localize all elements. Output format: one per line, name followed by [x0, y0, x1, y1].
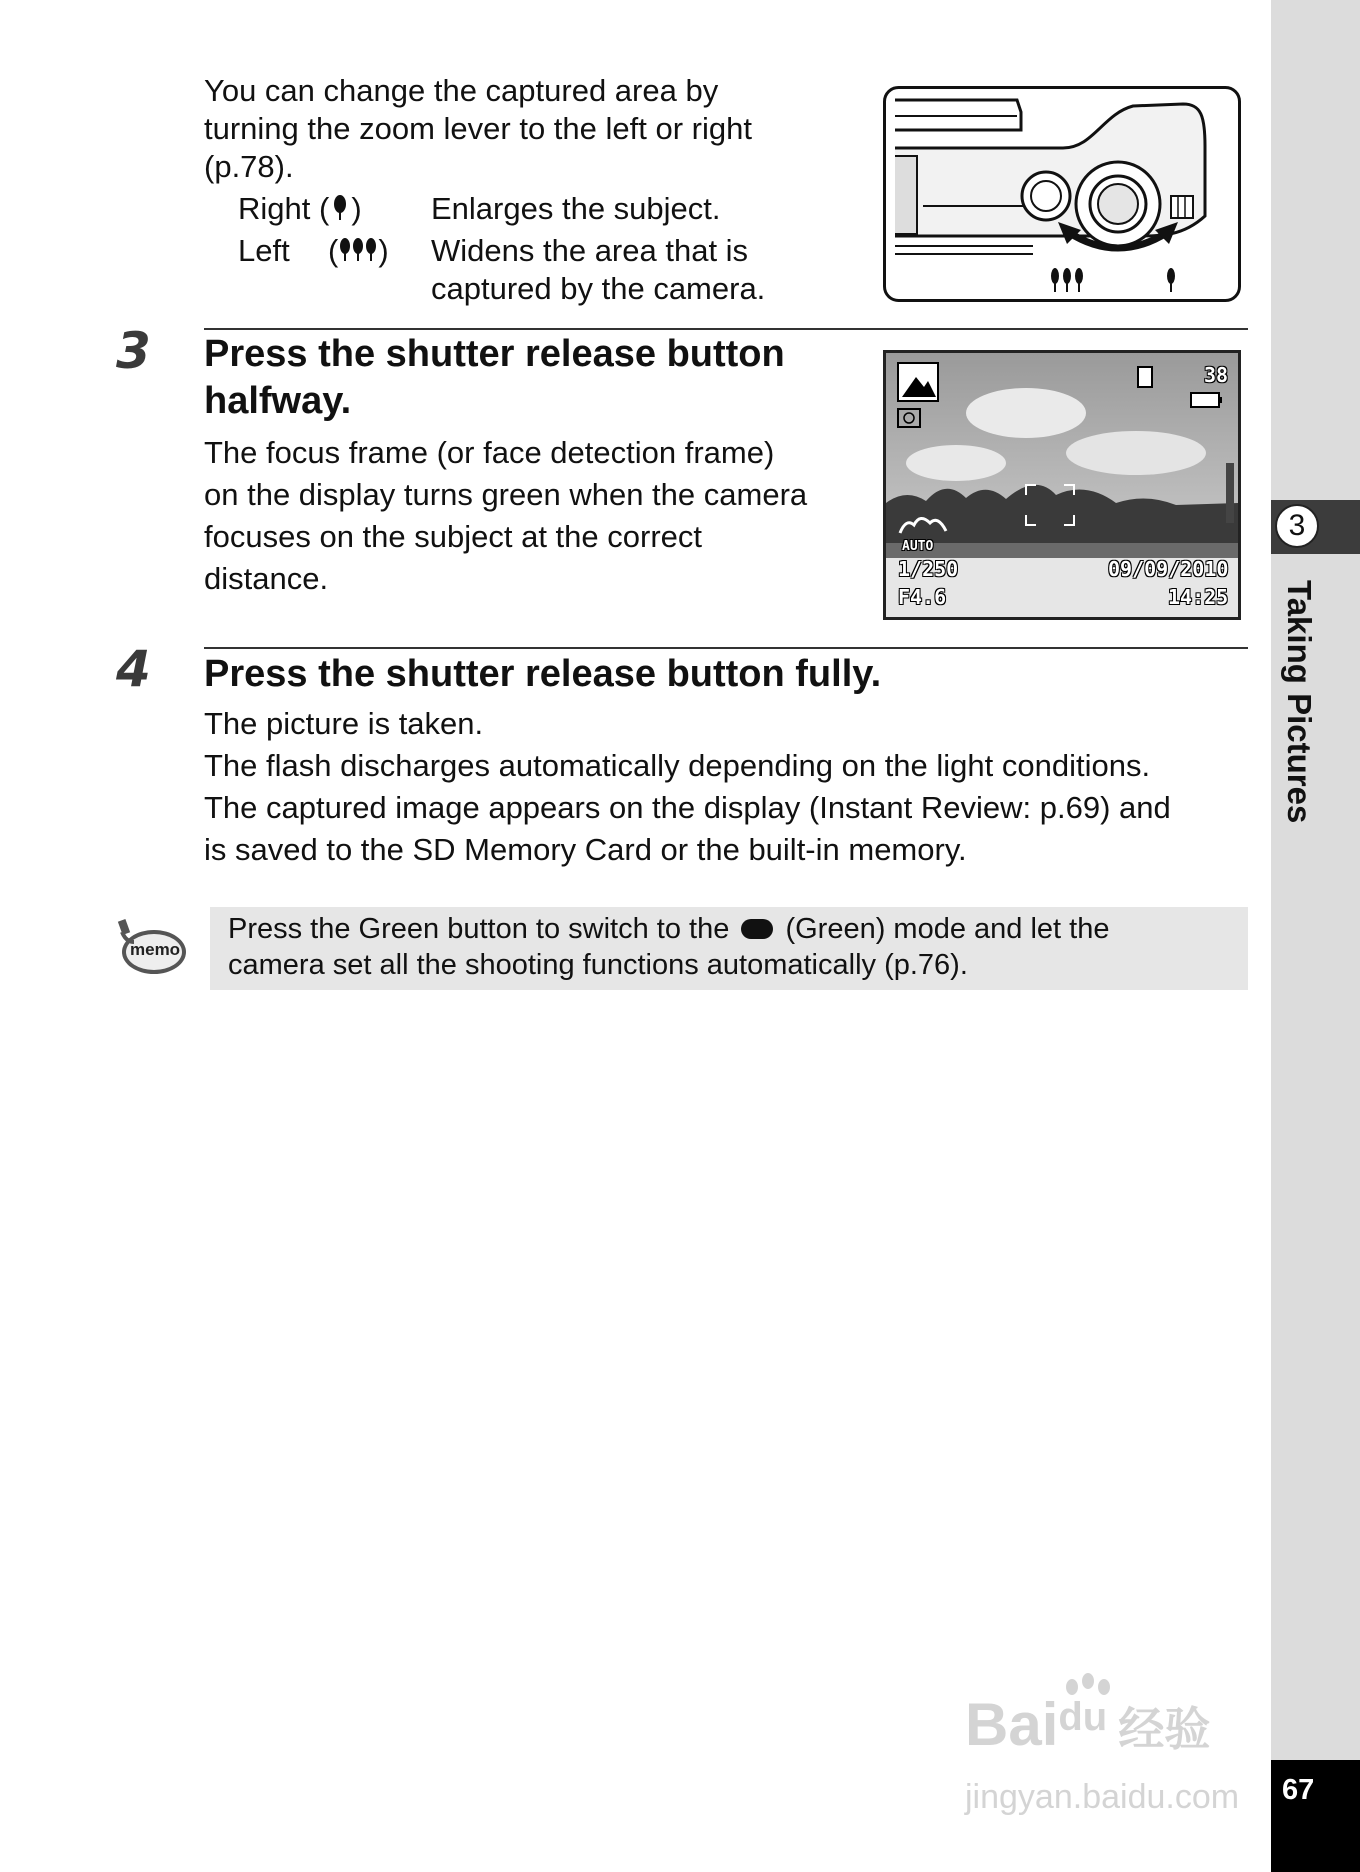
camera-lcd-display: [883, 350, 1241, 620]
step-4-body-line: The picture is taken.: [204, 706, 484, 741]
memo-line-1-before: Press the Green button to switch to the: [228, 913, 730, 945]
lcd-date: 09/09/2010: [1108, 557, 1229, 581]
watermark-brand: Bai: [965, 1691, 1059, 1758]
step-3-body-line: distance.: [204, 561, 329, 596]
watermark-cn: 经验: [1118, 1703, 1211, 1755]
watermark-du: du: [1058, 1695, 1108, 1739]
lcd-shutter-speed: 1/250: [898, 557, 959, 581]
chapter-number: 3: [1275, 504, 1319, 548]
step-3-number: 3: [116, 322, 151, 380]
green-button-icon: [741, 919, 773, 939]
chapter-sidebar: [1271, 0, 1360, 1872]
zoom-intro: [204, 72, 844, 186]
zoom-intro-line: (p.78).: [204, 149, 294, 184]
memo-line-1-after: (Green) mode and let the: [785, 913, 1110, 945]
zoom-left-desc-line: Widens the area that is: [431, 233, 749, 268]
zoom-left-desc: [431, 232, 765, 308]
zoom-right-desc: Enlarges the subject.: [431, 191, 721, 226]
lcd-auto-label: AUTO: [902, 539, 934, 554]
watermark-logo: [965, 1690, 1210, 1759]
step-3-title: [204, 331, 785, 425]
single-tree-icon: [329, 192, 351, 230]
section-divider: [204, 647, 1248, 649]
memory-card-icon: [1138, 367, 1152, 387]
step-3-body-line: on the display turns green when the camera: [204, 477, 808, 512]
step-3-title-line: halfway.: [204, 380, 352, 422]
zoom-right-label: Right (: [238, 191, 330, 226]
step-3-body-line: focuses on the subject at the correct: [204, 519, 702, 554]
landscape-mode-icon: [898, 363, 938, 401]
chapter-title: Taking Pictures: [1281, 580, 1318, 824]
zoom-left-label: Left: [238, 233, 290, 268]
memo-icon: [116, 918, 188, 978]
memo-text: [228, 911, 1109, 983]
step-4-body-line: The flash discharges automatically depending on the light conditions.: [204, 748, 1151, 783]
zoom-left-icon-wrap: ( ): [328, 232, 389, 272]
three-trees-icon: [338, 234, 378, 272]
page-number: 67: [1282, 1774, 1315, 1806]
zoom-intro-line: turning the zoom lever to the left or right: [204, 111, 752, 146]
step-3-body-line: The focus frame (or face detection frame): [204, 435, 775, 470]
section-divider: [204, 328, 1248, 330]
zoom-right-row: Right ( ): [238, 190, 362, 228]
step-4-body: [204, 703, 1254, 871]
camera-zoom-lever-illustration: [883, 86, 1241, 302]
step-4-number: 4: [116, 640, 151, 698]
paw-icon: [1058, 1695, 1118, 1751]
lcd-shots-remaining: 38: [1204, 363, 1229, 387]
memo-line-1: [228, 911, 1109, 947]
step-4-title: Press the shutter release button fully.: [204, 653, 882, 695]
zoom-intro-line: You can change the captured area by: [204, 73, 719, 108]
watermark-url: jingyan.baidu.com: [965, 1778, 1240, 1816]
zoom-left-desc-line: captured by the camera.: [431, 271, 766, 306]
step-3-body: [204, 432, 864, 600]
step-4-body-line: The captured image appears on the display (Instant Review: p.69) and: [204, 790, 1171, 825]
lcd-aperture: F4.6: [898, 585, 947, 609]
step-4-body-line: is saved to the SD Memory Card or the built-in memory.: [204, 832, 967, 867]
lcd-time: 14:25: [1168, 585, 1229, 609]
zoom-left-row: [238, 232, 290, 270]
memo-icon-label: memo: [130, 940, 181, 959]
memo-line-2: camera set all the shooting functions automatically (p.76).: [228, 949, 968, 981]
step-3-title-line: Press the shutter release button: [204, 333, 785, 375]
battery-icon: [1191, 393, 1222, 407]
